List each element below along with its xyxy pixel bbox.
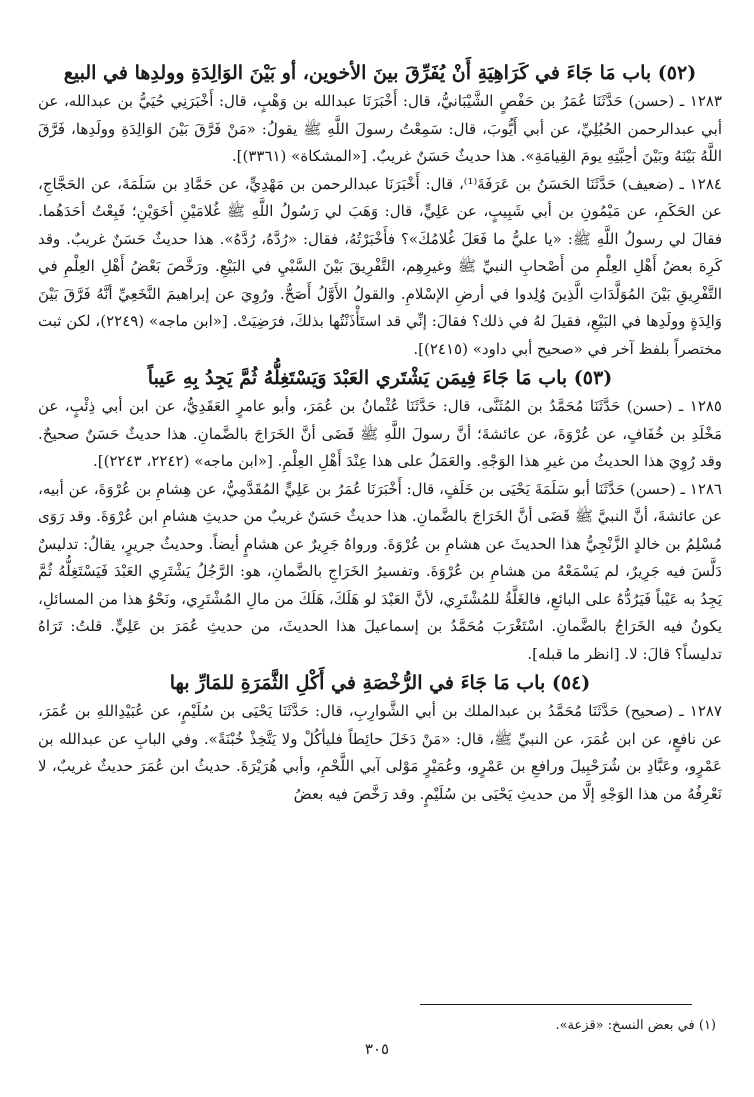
chapter-heading-54: (٥٤) باب مَا جَاءَ في الرُّخْصَةِ في أَكْلِ الثَّمَرَةِ للمَارِّ بها bbox=[169, 672, 591, 694]
hadith-1285: ١٢٨٥ ـ (حسن) حَدَّثَنَا مُحَمَّدُ بن المُثَنَّى، قال: حَدَّثَنَا عُثْمانُ بن عُمَرَ، وأبو عامرٍ العَقَدِيُّ، عن ابن أبي ذِئْبٍ، عن مَخْلَدِ بن خُفَافٍ، عن عُرْوَةَ، عن عائشةَ؛ أنَّ رسولَ اللَّهِ ﷺ قَضَى أنَّ الخَرَاجَ بالضَّمانِ. هذا حديثٌ حَسَنٌ صحيحٌ. وقد رُوِيَ هذا الحديثُ من غيرِ هذا الوَجْهِ. والعَمَلُ على هذا عِنْدَ أَهْلِ العِلْمِ. [«ابن ماجه» (٢٢٤٢، ٢٢٤٣)]. bbox=[38, 397, 722, 470]
hadith-1284: ١٢٨٤ ـ (ضعيف) حَدَّثَنَا الحَسَنُ بن عَرَفَةَ⁽¹⁾، قال: أَخْبَرَنَا عبدالرحمن بن مَهْدِيٍّ، عن حَمَّادِ بن سَلَمَةَ، عن الحَجَّاجِ، عن الحَكَمِ، عن مَيْمُونِ بن أبي شَبِيبٍ، عن عَلِيٍّ، قال: وَهَبَ لي رَسُولُ اللَّهِ ﷺ غُلامَيْنِ أخَوَيْنِ؛ فَبِعْتُ أحَدَهُما. فقالَ لي رسولُ اللَّهِ ﷺ: «يا عليُّ ما فَعَلَ غُلامُكَ»؟ فأَخْبَرْتُهُ، فقال: «رُدَّهُ، رُدَّهُ». هذا حديثٌ حَسَنٌ غريبٌ. وقد كَرِهَ بعضُ أَهْلِ العِلْمِ من أَصْحابِ النبيِّ ﷺ وغيرِهِم، التَّفْرِيقَ بَيْنَ السَّبْيِ في البَيْعِ. ورَخَّصَ بَعْضُ أَهْلِ العِلْمِ في التَّفْرِيقِ بَيْنَ المُوَلَّدَاتِ الَّذِينَ وُلِدوا في أرضِ الإسْلامِ. والقولُ الأَوَّلُ أَصَحُّ. ورُوِيَ عن إبراهيمَ النَّخَعِيِّ أنَّهُ فَرَّقَ بَيْنَ وَالِدَةٍ وولَدِها في البَيْعِ، فقيلَ لهُ في ذلك؟ فقالَ: إنِّي قد استَأْذَنْتُها بذلكَ، فرَضِيَتْ. [«ابن ماجه» (٢٢٤٩)، لكن ثبت مختصراً بلفظ آخر في «صحيح أبي داود» (٢٤١٥)]. bbox=[38, 174, 722, 358]
footnote-divider bbox=[420, 1004, 692, 1005]
chapter-heading-53: (٥٣) باب مَا جَاءَ فِيمَن يَشْتَري العَبْدَ وَيَسْتَغِلُّهُ ثُمَّ يَجِدُ بِهِ عَيباً bbox=[147, 367, 613, 389]
hadith-1286: ١٢٨٦ ـ (حسن) حَدَّثَنَا أبو سَلَمَةَ يَحْيَى بن خَلَفٍ، قال: أَخْبَرَنَا عُمَرُ بن عَلِيٍّ المُقَدَّمِيُّ، عن هِشامِ بن عُرْوَةَ، عن أبيه، عن عائشةَ، أنَّ النبيَّ ﷺ قَضَى أنَّ الخَرَاجَ بالضَّمانِ. هذا حديثٌ حَسَنٌ غريبٌ من حديثِ هشامِ ابن عُرْوَةَ. وقد رَوَى مُسْلِمُ بن خالدٍ الزَّنْجِيُّ هذا الحديثَ عن هشامِ بن عُرْوَةَ. ورواهُ جَرِيرٌ عن هشامٍ أيضاً. وحديثُ جريرٍ، يقالُ: تدليسٌ دَلَّسَ فيه جَرِيرٌ، لم يَسْمَعْهُ من هشامِ بن عُرْوَةَ. وتفسيرُ الخَرَاجِ بالضَّمانِ، هو: الرَّجُلُ يَشْتَرِي العَبْدَ فَيَسْتَغِلُّهُ ثُمَّ يَجِدُ به عَيْباً فَيَرُدُّهُ على البائعِ، فالغَلَّةُ للمُشْتَرِي، لأنَّ العَبْدَ لو هَلَكَ، هَلَكَ من مالِ المُشْتَرِي، ونَحْوُ هذا من المسائلِ، يكونُ فيه الخَرَاجُ بالضَّمانِ. اسْتَغْرَبَ مُحَمَّدُ بن إسماعيلَ هذا الحديثَ، من حديثِ عُمَرَ بن عَلِيٍّ. قلتُ: تَرَاهُ تدليساً؟ قالَ: لا. [انظر ما قبله]. bbox=[38, 479, 723, 663]
page-body bbox=[38, 58, 722, 808]
page-number: ٣٠٥ bbox=[364, 1040, 390, 1058]
chapter-heading-52: (٥٢) باب مَا جَاءَ في كَرَاهِيَةِ أَنْ يُفَرِّقَ بينَ الأخوين، أو بَيْنَ الوَالِدَةِ وولدِها في البيع bbox=[63, 62, 697, 84]
hadith-1283: ١٢٨٣ ـ (حسن) حَدَّثَنَا عُمَرُ بن حَفْصٍ الشَّيْبَانيُّ، قال: أَخْبَرَنَا عبدالله بن وَهْبٍ، قال: أَخْبَرَنِي حُيَيُّ بن عبدالله، عن أبي عبدالرحمن الحُبُلِيِّ، عن أبي أَيُّوبَ، قال: سَمِعْتُ رسولَ اللَّهِ ﷺ يقولُ: «مَنْ فَرَّقَ بَيْنَ الوَالِدَةِ وولَدِها، فَرَّقَ اللَّهُ بَيْنَهُ وبَيْنَ أحِبَّتِهِ يومَ القِيامَةِ». هذا حديثٌ حَسَنٌ غريبٌ. [«المشكاة» (٣٣٦١)]. bbox=[38, 92, 722, 165]
hadith-1287: ١٢٨٧ ـ (صحيح) حَدَّثَنَا مُحَمَّدُ بن عبدالملك بن أبي الشَّوارِبِ، قال: حَدَّثَنَا يَحْيَى بن سُلَيْمٍ، عن عُبَيْدِاللهِ بن عُمَرَ، عن نافعٍ، عن ابن عُمَرَ، عن النبيِّ ﷺ، قال: «مَنْ دَخَلَ حائِطاً فليأكُلْ ولا يَتَّخِذْ خُبْنَةً». وفي البابِ عن عبدالله بن عَمْرٍو، وعَبَّادِ بن شُرَحْبِيلَ ورافعِ بن عَمْرٍو، وعُمَيْرٍ مَوْلى آبي اللَّحْمِ، وأبي هُرَيْرَةَ. حديثُ ابن عُمَرَ حديثٌ غريبٌ، لا نَعْرِفُهُ من هذا الوَجْهِ إلَّا من حديثِ يَحْيَى بن سُلَيْمٍ. وقد رَخَّصَ فيه بعضُ bbox=[38, 702, 722, 803]
footnote: (١) في بعض النسخ: «قزعة». bbox=[555, 1018, 716, 1033]
